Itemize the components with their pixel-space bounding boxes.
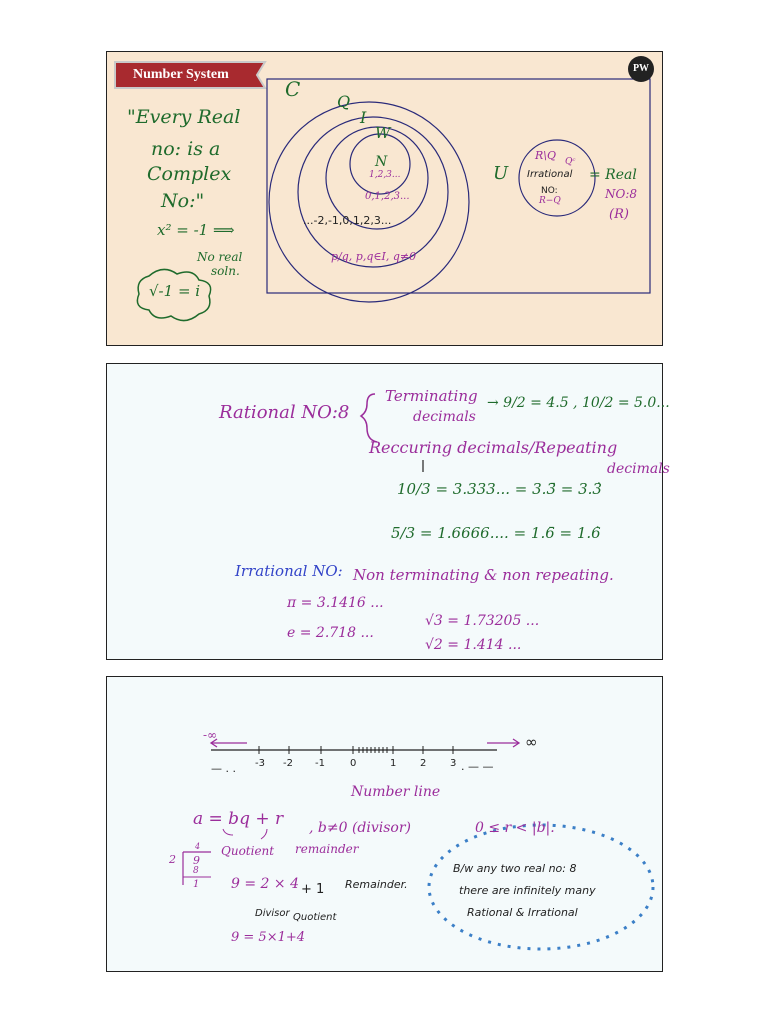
irrational-title: Irrational NO:	[235, 562, 343, 580]
rational-definition: p/q, p,q∈I, q≠0	[331, 250, 417, 263]
root-i-text: √-1 = i	[149, 282, 201, 300]
cloud-text-2: there are infinitely many	[459, 884, 596, 897]
decimals-label-2: decimals	[607, 461, 670, 477]
set-q-label: Q	[337, 92, 351, 111]
e-value: e = 2.718 ...	[287, 625, 374, 641]
no-label: NO:	[541, 186, 558, 196]
set-c-label: C	[285, 77, 301, 101]
complex-set-box	[267, 79, 650, 293]
set-n-label: N	[375, 154, 388, 170]
quote-line-3: Complex	[147, 163, 232, 185]
x-squared-eq: x² = -1 ⟹	[157, 221, 235, 239]
slide-title: Number System	[133, 67, 229, 82]
decimals-label: decimals	[413, 409, 476, 425]
tick-label-neg3: -3	[255, 758, 265, 769]
remainder-bracket	[261, 829, 267, 839]
five-thirds-example: 5/3 = 1.6666.... = 1.6̄ = 1.6̇	[391, 524, 601, 542]
long-div-dividend: 9	[193, 854, 200, 867]
r-minus-q-bottom: R−Q	[539, 196, 561, 206]
remainder-label: remainder	[295, 842, 359, 856]
ten-thirds-example: 10/3 = 3.333... = 3.3̄ = 3.3̇	[397, 480, 602, 498]
left-dots: — . .	[211, 762, 236, 775]
natural-values: 1,2,3...	[369, 170, 401, 180]
quotient-bracket	[223, 829, 233, 835]
tick-label-3: 3	[450, 758, 457, 769]
terminating-label: Terminating	[385, 387, 478, 405]
integer-values: ...-2,-1,0,1,2,3...	[303, 214, 392, 227]
divisor-annotation: Divisor	[255, 908, 290, 919]
cloud-text-3: Rational & Irrational	[467, 906, 578, 919]
divisor-condition: , b≠0 (divisor)	[309, 820, 412, 836]
set-u-label: U	[493, 163, 509, 184]
example-equation-2: 9 = 5×1+4	[231, 930, 306, 945]
real-no-label: NO:8	[605, 187, 638, 201]
neg-infinity-label: -∞	[203, 728, 218, 742]
rational-brace	[361, 394, 377, 442]
pi-value: π = 3.1416 ...	[287, 595, 384, 611]
tick-label-neg2: -2	[283, 758, 293, 769]
plus-one: + 1	[301, 882, 325, 897]
sqrt2-value: √2 = 1.414 ...	[425, 637, 522, 653]
no-real-text: No real	[197, 250, 243, 264]
quote-line-2: no: is a	[151, 138, 221, 160]
whole-values: 0,1,2,3...	[365, 191, 410, 202]
r-minus-q-top: R\Q	[535, 149, 557, 162]
number-line-label: Number line	[351, 784, 441, 800]
terminating-example: → 9/2 = 4.5 , 10/2 = 5.0...	[487, 395, 670, 411]
long-div-quotient: 4	[195, 842, 201, 851]
set-w-label: W	[375, 124, 391, 142]
solution-text: soln.	[211, 264, 240, 278]
long-div-divisor: 2	[169, 853, 176, 866]
tick-label-0: 0	[350, 758, 357, 769]
long-div-product: 8	[193, 866, 199, 876]
irrational-definition: Non terminating & non repeating.	[353, 566, 614, 584]
slide-number-system	[106, 51, 663, 346]
example-equation: 9 = 2 × 4	[231, 876, 299, 892]
real-symbol: (R)	[609, 207, 629, 222]
q-complement: Qᶜ	[565, 157, 576, 167]
recurring-label: Reccuring decimals/Repeating	[369, 438, 618, 457]
pw-logo: PW	[628, 56, 654, 82]
equals-real: = Real	[589, 167, 637, 183]
quote-line-4: No:"	[161, 190, 205, 212]
quotient-label: Quotient	[221, 844, 275, 858]
sqrt3-value: √3 = 1.73205 ...	[425, 613, 540, 629]
quote-line-1: "Every Real	[127, 106, 241, 128]
right-dots: . — —	[461, 760, 494, 773]
tick-label-1: 1	[390, 758, 397, 769]
cloud-text-1: B/w any two real no: 8	[453, 862, 577, 875]
remainder-range: 0 ≤ r < |b|.	[475, 820, 555, 836]
long-div-remainder: 1	[193, 879, 200, 890]
division-algorithm: a = bq + r	[193, 809, 284, 829]
pos-infinity-label: ∞	[525, 733, 538, 751]
irrational-label: Irrational	[527, 169, 573, 180]
tick-label-2: 2	[420, 758, 427, 769]
tick-label-neg1: -1	[315, 758, 325, 769]
slide-rational-irrational	[106, 363, 670, 660]
quotient-annotation: Quotient	[293, 912, 337, 923]
set-i-label: I	[360, 108, 367, 127]
remainder-annotation: Remainder.	[345, 878, 408, 891]
slide-number-line	[106, 676, 663, 972]
rational-title: Rational NO:8	[219, 402, 350, 423]
